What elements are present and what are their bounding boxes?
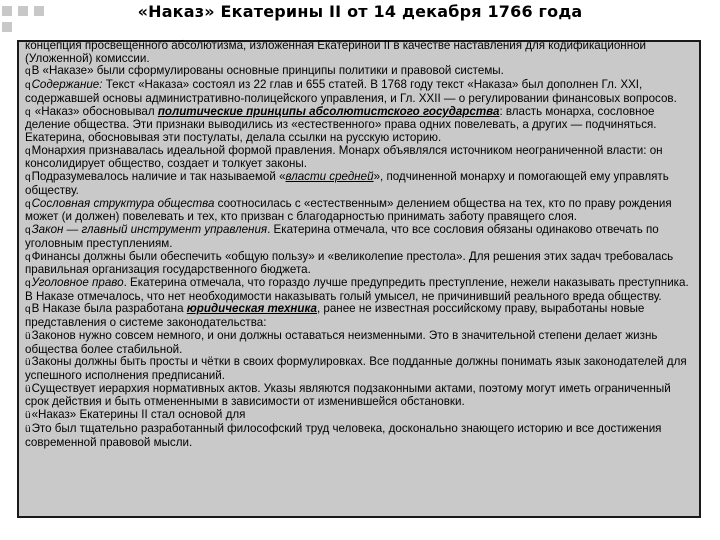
checkbox-bullet-icon: q (25, 80, 31, 92)
page-title: «Наказ» Екатерины II от 14 декабря 1766 года (137, 2, 583, 21)
checkbox-bullet-icon: q (25, 198, 31, 210)
list-item: qЗакон — главный инструмент управления. Екатерина отмечала, что все сословия обязаны одинаково отвечать по уголовным преступлениям. (25, 223, 659, 250)
list-item: qСодержание: Текст «Наказа» состоял из 22 глав и 655 статей. В 1768 году текст «Наказа» был дополнен Гл. XXI, содержавшей основы административно-полицейского управления, и Гл. XXII — о регулировании финансовых вопросов. (25, 78, 677, 105)
list-item: qУголовное право. Екатерина отмечала, что гораздо лучше предупредить преступление, нежели наказывать преступника. В Наказе отмечалось, что нет необходимости наказывать голый умысел, не причинивший реального вреда обществу. (25, 275, 689, 303)
list-item: qВ Наказе была разработана юридическая техника, ранее не известная российскому праву, выработаны новые представления о системе законодательства: (25, 302, 645, 330)
list-item: üЗаконов нужно совсем немного, и они должны оставаться неизменными. Это в значительной степени делает жизнь общества более стабильной. (25, 328, 658, 356)
decor-square (2, 22, 12, 32)
checkbox-bullet-icon: q (25, 172, 31, 184)
check-bullet-icon: ü (25, 383, 31, 395)
list-item: qПодразумевалось наличие и так называемой «власти средней», подчиненной монарху и помогающей ему управлять обществу. (25, 170, 669, 197)
list-item: q «Наказ» обосновывал политические принципы абсолютистского государства: власть монарха, сословное деление общества. Эти признаки выводились из «естественного» права одних повелевать, а других — подчиняться. Екатерина, обосновывая эти постулаты, делала ссылки на русскую историю. (25, 104, 657, 145)
intro-paragraph: концепция просвещённого абсолютизма, изложенная Екатериной II в качестве наставления для кодификационной (Уложенной) комиссии. (25, 39, 647, 65)
check-bullet-icon: ü (25, 410, 31, 422)
list-item: ü«Наказ» Екатерины II стал основой для (25, 408, 246, 422)
checkbox-bullet-icon: q (25, 145, 31, 157)
list-item: qФинансы должны были обеспечить «общую пользу» и «великолепие престола». Для решения этих задач требовалась правильная организация государственного бюджета. (25, 249, 674, 277)
list-item: üЭто был тщательно разработанный философский труд человека, досконально знающего историю и все достижения современной правовой мысли. (25, 421, 662, 449)
checkbox-bullet-icon: q (25, 225, 31, 237)
text-body (25, 40, 695, 449)
list-item: üСуществует иерархия нормативных актов. Указы являются подзаконными актами, поэтому могут иметь ограниченный срок действия и быть отмененными в зависимости от изменившейся обстановки. (25, 381, 671, 409)
checkbox-bullet-icon: q (25, 277, 31, 289)
checkbox-bullet-icon: q (25, 66, 31, 78)
list-item: qМонархия признавалась идеальной формой правления. Монарх объявлялся источником неограниченной власти: он консолидирует общество, создает и толкует законы. (25, 143, 663, 171)
list-item: qСословная структура общества соотносилась с «естественным» делением общества на тех, кто по праву рождения может (и должен) повелевать и тех, кто призван с благодарностью принимать заботу правящего слоя. (25, 196, 672, 224)
list-item: üЗаконы должны быть просты и чётки в своих формулировках. Все подданные должны понимать язык законодателей для успешного исполнения предписаний. (25, 355, 687, 382)
check-bullet-icon: ü (25, 423, 31, 435)
list-item: qВ «Наказе» были сформулированы основные принципы политики и правовой системы. (25, 64, 504, 78)
check-bullet-icon: ü (25, 330, 31, 342)
check-bullet-icon: ü (25, 357, 31, 369)
checkbox-bullet-icon: q (25, 304, 31, 316)
checkbox-bullet-icon: q (25, 251, 31, 263)
checkbox-bullet-icon: q (25, 106, 31, 118)
